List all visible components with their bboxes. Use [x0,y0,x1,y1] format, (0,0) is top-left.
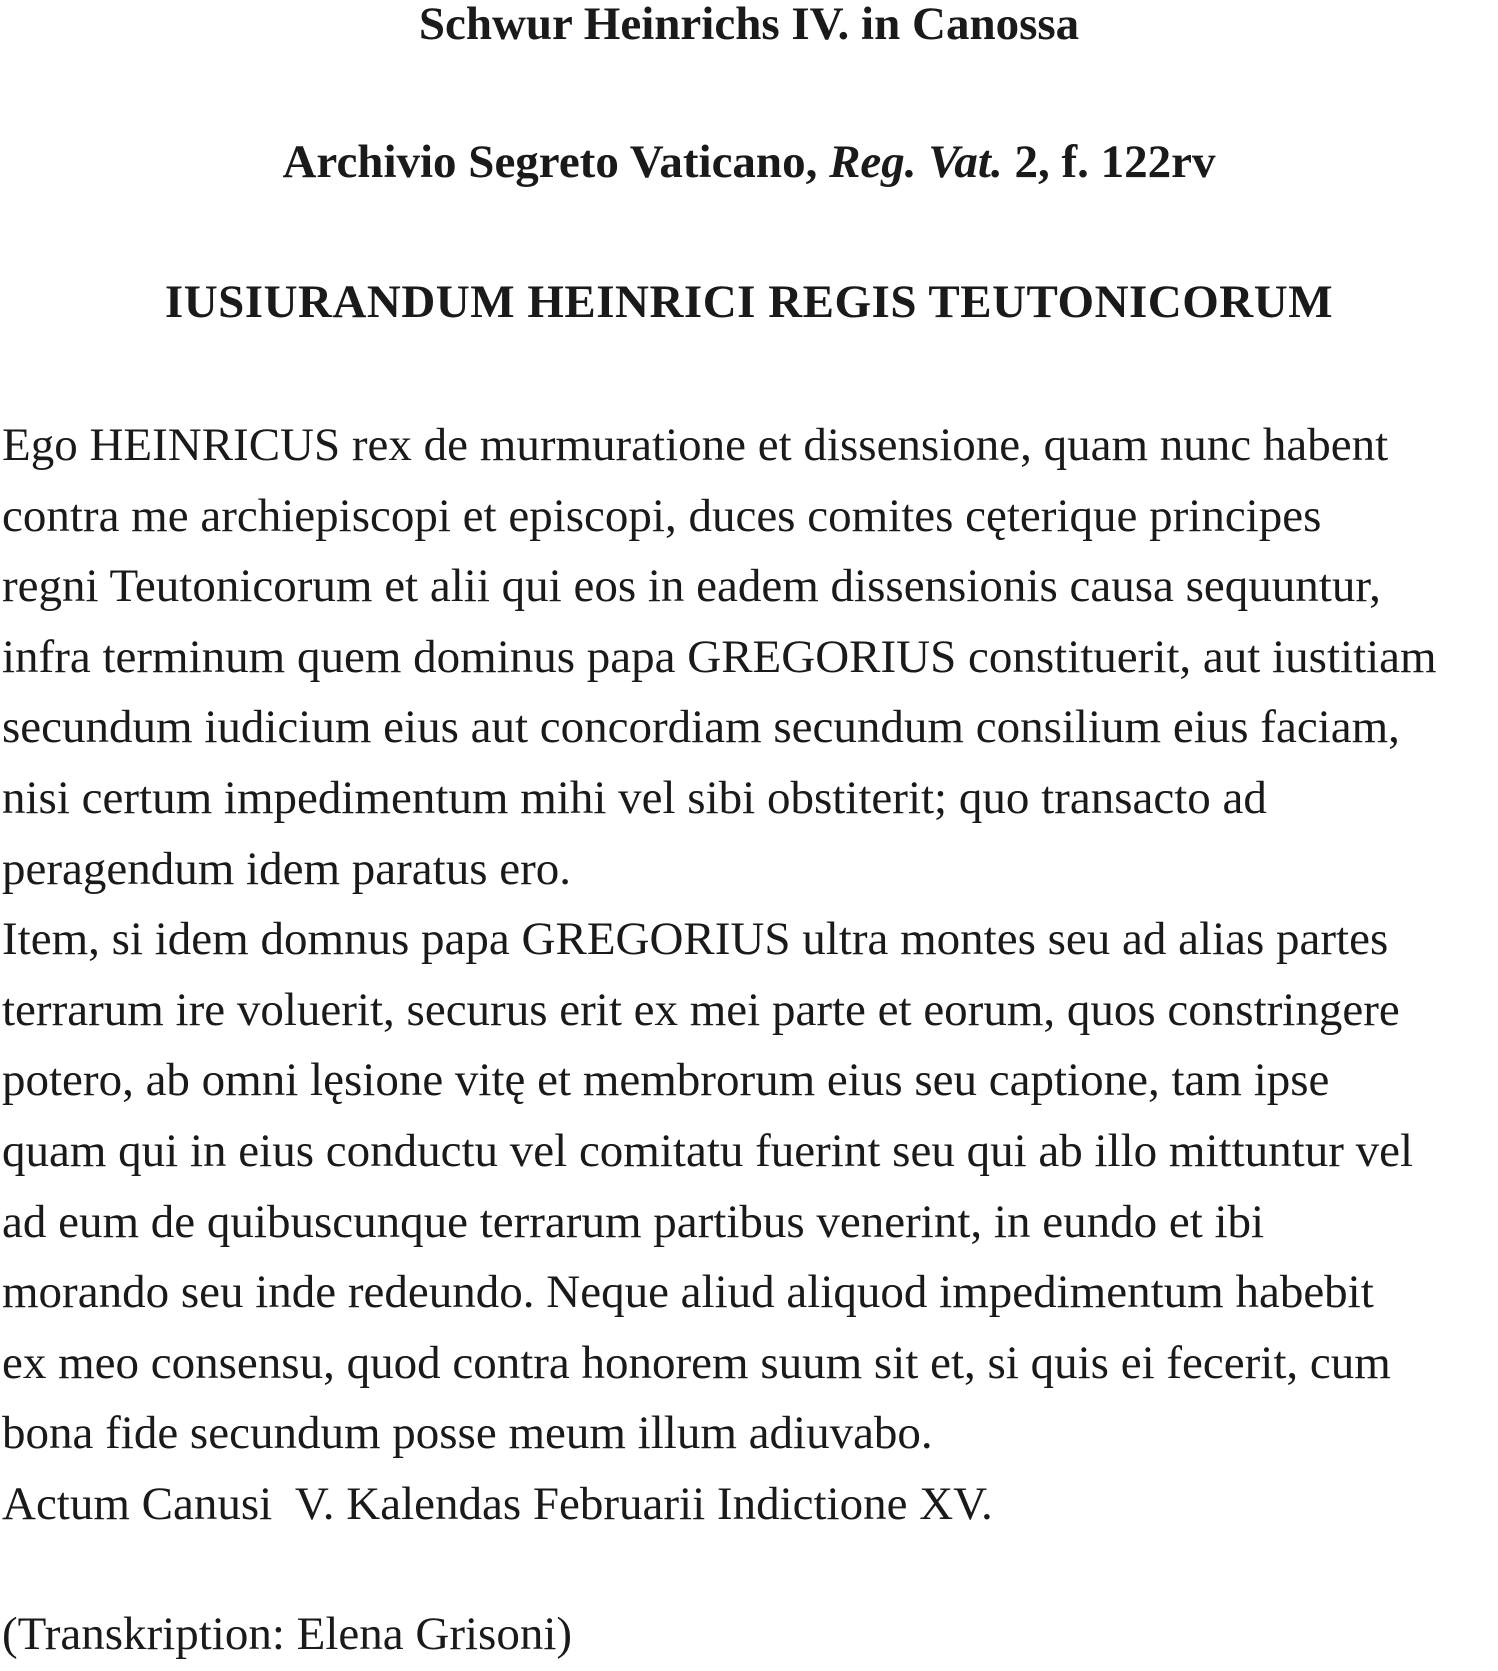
text-line: quam qui in eius conductu vel comitatu fuerint seu qui ab illo mittuntur vel [2,1124,1414,1177]
text-line: infra terminum quem dominus papa GREGORIUS constituerit, aut iustitiam [2,630,1437,683]
text-line: regni Teutonicorum et alii qui eos in eadem dissensionis causa sequuntur, [2,560,1381,613]
document-title: Schwur Heinrichs IV. in Canossa [418,0,1080,50]
source-suffix: 2, f. 122rv [1014,136,1216,188]
oath-text [2,410,1498,1540]
text-line: secundum iudicium eius aut concordiam secundum consilium eius faciam, [2,701,1400,754]
text-line: ad eum de quibuscunque terrarum partibus venerint, in eundo et ibi [2,1195,1265,1248]
source-italic: Reg. Vat. [829,136,1003,188]
transcription-credit: (Transkription: Elena Grisoni) [2,1608,573,1660]
source-prefix: Archivio Segreto Vaticano, [282,136,818,188]
oath-heading: IUSIURANDUM HEINRICI REGIS TEUTONICORUM [164,276,1334,328]
text-line: morando seu inde redeundo. Neque aliud aliquod impedimentum habebit [2,1266,1374,1319]
dating-clause: Actum Canusi V. Kalendas Februarii Indictione XV. [2,1477,993,1530]
text-line: bona fide secundum posse meum illum adiuvabo. [2,1407,933,1460]
text-line: nisi certum impedimentum mihi vel sibi obstiterit; quo transacto ad [2,771,1267,824]
text-line: contra me archiepiscopi et episcopi, duces comites cęterique principes [2,489,1322,542]
text-line: ex meo consensu, quod contra honorem suum sit et, si quis ei fecerit, cum [2,1336,1391,1389]
text-line: peragendum idem paratus ero. [2,842,572,895]
text-line: Item, si idem domnus papa GREGORIUS ultra montes seu ad alias partes [2,913,1389,966]
text-line: potero, ab omni lęsione vitę et membrorum eius seu captione, tam ipse [2,1054,1330,1107]
archive-source [0,132,1498,192]
text-line: Ego HEINRICUS rex de murmuratione et dissensione, quam nunc habent [2,419,1389,471]
text-line: terrarum ire voluerit, securus erit ex mei parte et eorum, quos constringere [2,983,1400,1036]
